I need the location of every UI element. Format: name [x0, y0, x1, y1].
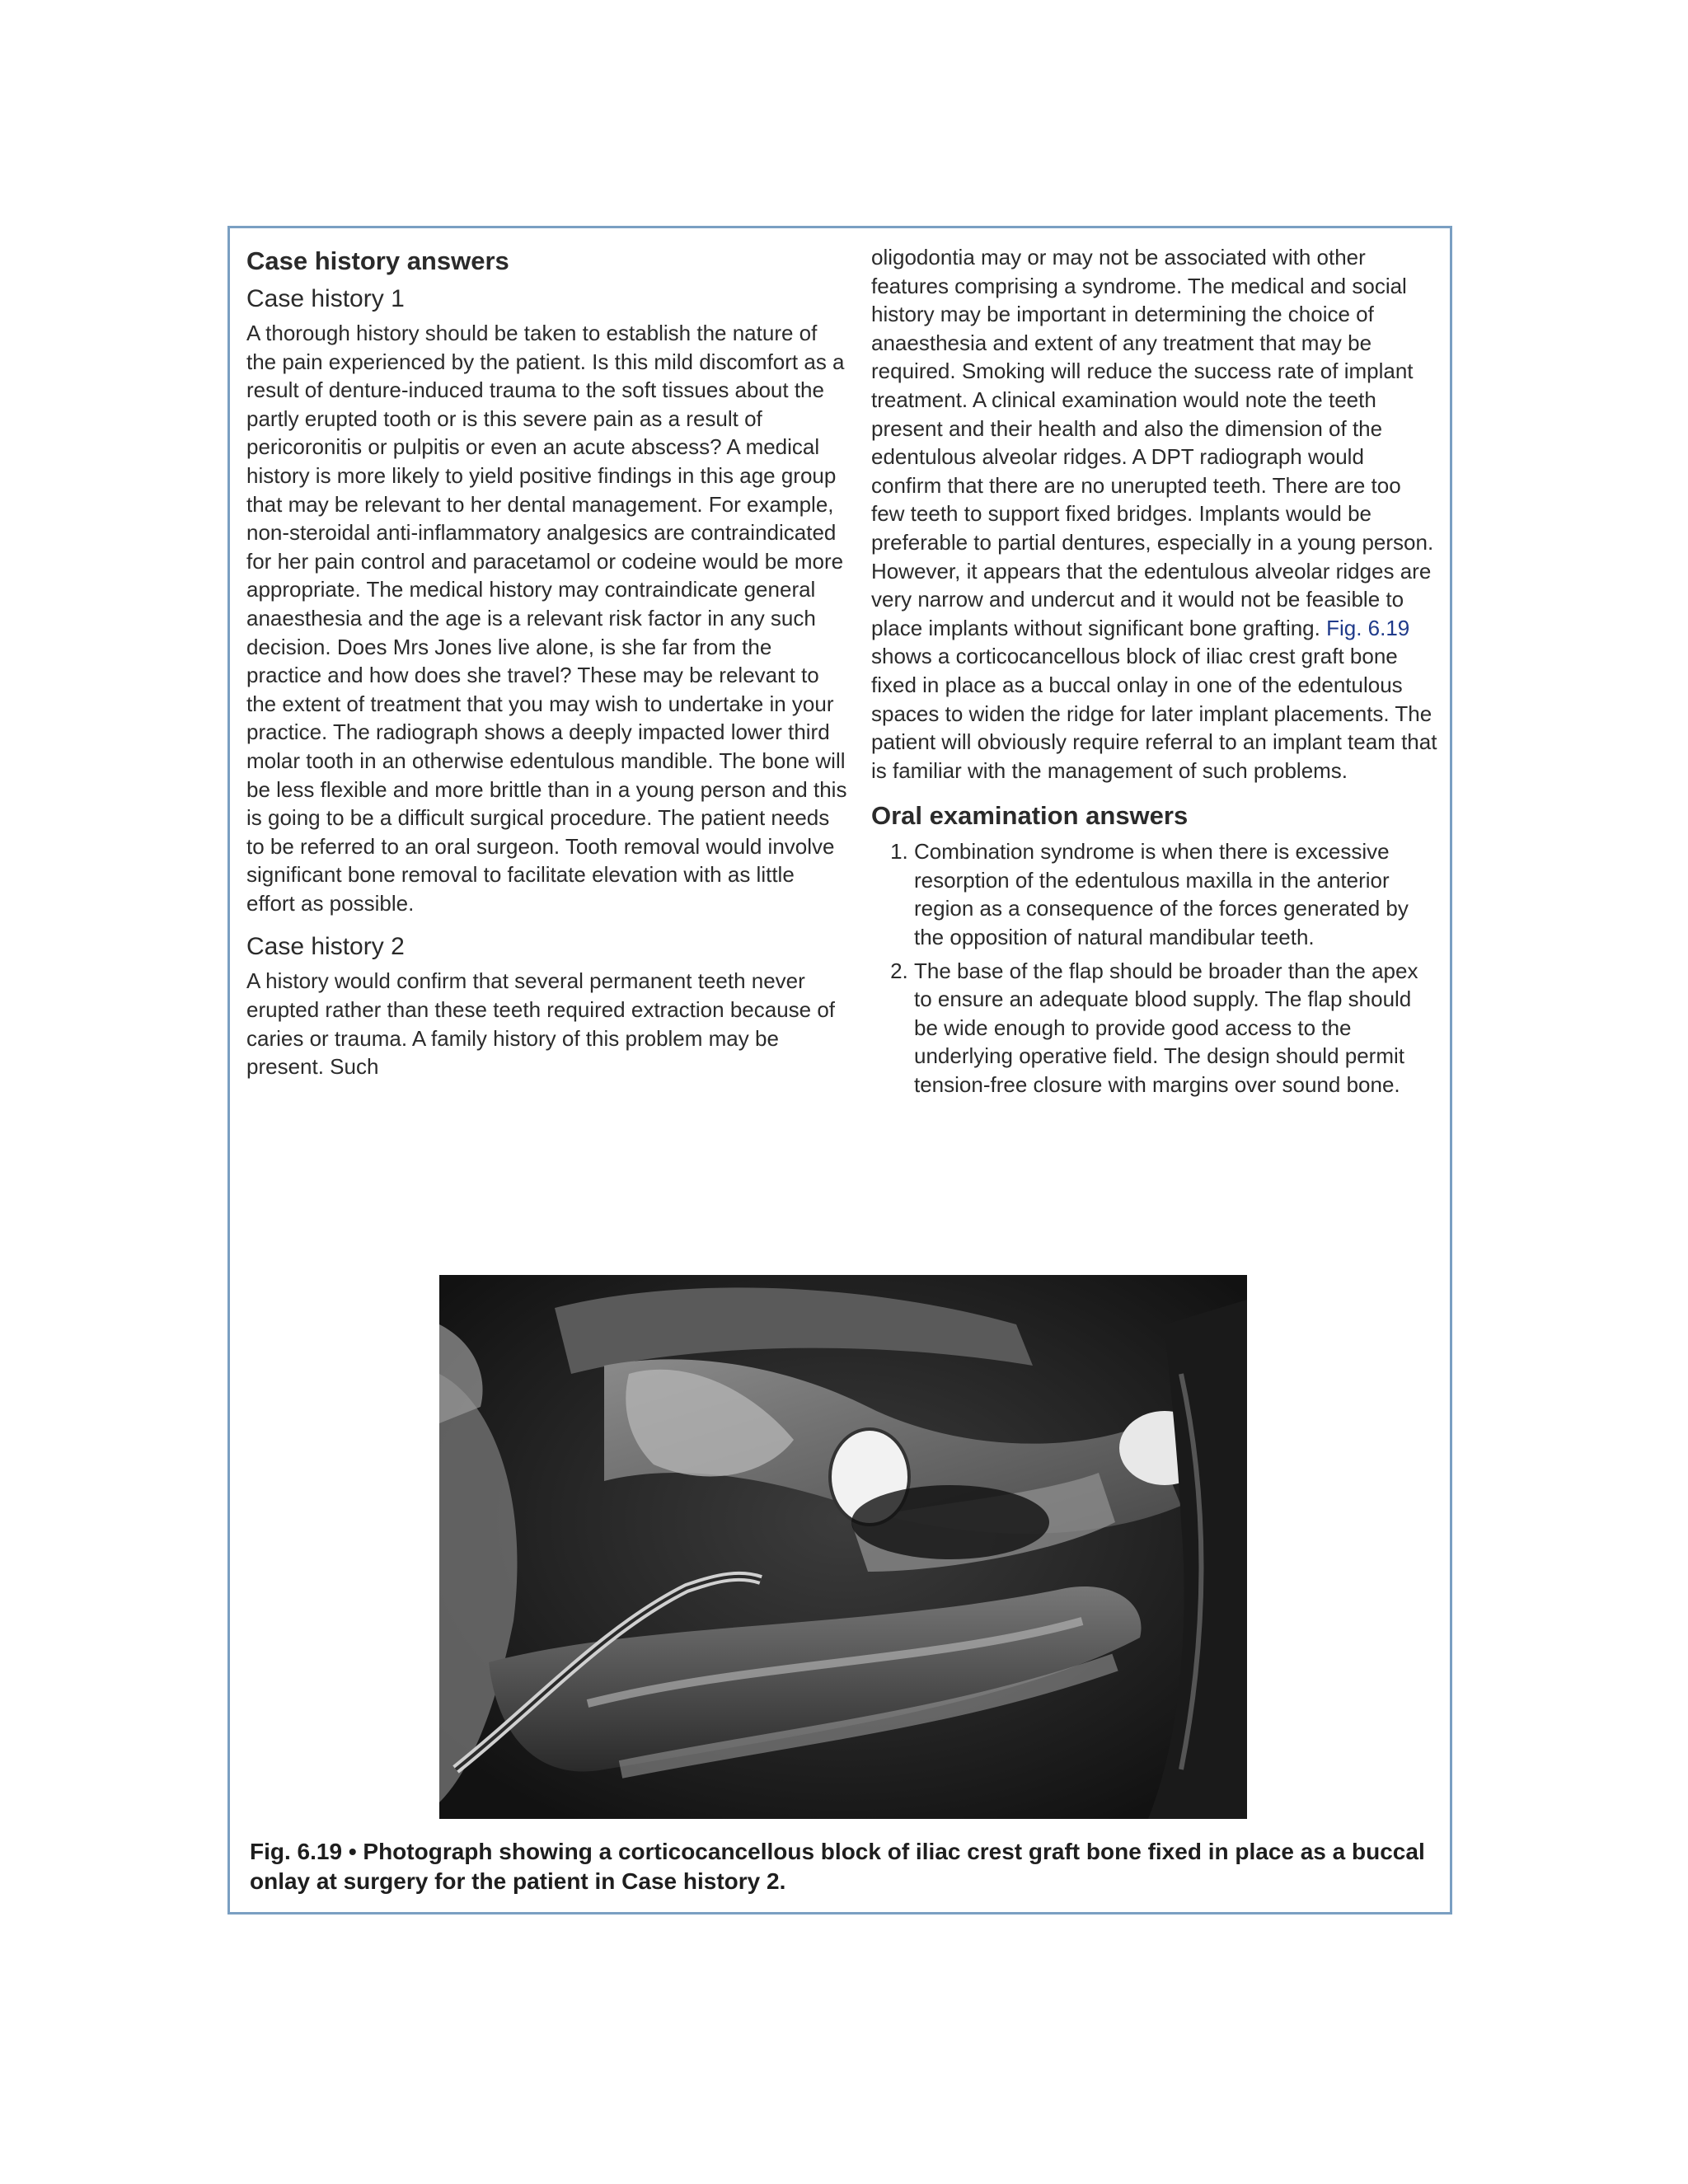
oral-answer-2: 2. The base of the flap should be broader than the apex to ensure an adequate blood supply. The flap should be wide enough to provide good access to the underlying operative field. The design should permit tension-free closure with margins over sound bone. — [914, 957, 1440, 1099]
surgery-photograph — [439, 1275, 1247, 1819]
subheading-case-history-2: Case history 2 — [246, 933, 405, 961]
case-history-2-text-after-link: shows a corticocancellous block of iliac crest graft bone fixed in place as a buccal onlay in one of the edentulous spaces to widen the ridge for later implant placements. The patient will obviously require referral to an implant team that is familiar with the management of such problems. — [871, 644, 1437, 783]
right-column — [871, 243, 1440, 1104]
answers-panel — [227, 226, 1452, 1915]
case-history-1-answer: A thorough history should be taken to establish the nature of the pain experienced by the patient. Is this mild discomfort as a result of denture-induced trauma to the soft tissues about the partly erupted tooth or is this severe pain as a result of pericoronitis or pulpitis or even an acute abscess? A medical history is more likely to yield positive findings in this age group that may be relevant to her dental management. For example, non-steroidal anti-inflammatory analgesics are contraindicated for her pain control and paracetamol or codeine would be more appropriate. The medical history may contraindicate general anaesthesia and the age is a relevant risk factor in any such decision. Does Mrs Jones live alone, is she far from the practice and how does she travel? These may be relevant to the extent of treatment that you may wish to undertake in your practice. The radiograph shows a deeply impacted lower third molar tooth in an otherwise edentulous mandible. The bone will be less flexible and more brittle than in a young person and this is going to be a difficult surgical procedure. The patient needs to be referred to an oral surgeon. Tooth removal would involve significant bone removal to facilitate elevation with as little effort as possible. — [246, 321, 847, 916]
subheading-case-history-1: Case history 1 — [246, 285, 405, 312]
section-heading-case-history-answers: Case history answers — [246, 246, 509, 275]
section-heading-oral-examination-answers: Oral examination answers — [871, 801, 1189, 831]
oral-answers-list — [871, 837, 1440, 1099]
figure-caption: Fig. 6.19 • Photograph showing a corticocancellous block of iliac crest graft bone fixed in place as a buccal onlay at surgery for the patient in Case history 2. — [250, 1839, 1425, 1894]
figure-6-19-link[interactable]: Fig. 6.19 — [1326, 615, 1410, 640]
case-history-2-text-before-link: oligodontia may or may not be associated with other features comprising a syndrome. The medical and social history may be important in determining the choice of anaesthesia and extent of any treatment that may be required. Smoking will reduce the success rate of implant treatment. A clinical examination would note the teeth present and their health and also the dimension of the edentulous alveolar ridges. A DPT radiograph would confirm that there are no unerupted teeth. There are too few teeth to support fixed bridges. Implants would be preferable to partial dentures, especially in a young person. However, it appears that the edentulous alveolar ridges are very narrow and undercut and it would not be feasible to place implants without significant bone grafting. — [871, 245, 1434, 640]
oral-answer-1: 1. Combination syndrome is when there is excessive resorption of the edentulous maxilla in the anterior region as a consequence of the forces generated by the opposition of natural mandibular teeth. — [914, 837, 1440, 951]
case-history-2-answer-start: A history would confirm that several permanent teeth never erupted rather than these teeth required extraction because of caries or trauma. A family history of this problem may be present. Such — [246, 968, 836, 1080]
surgery-photograph-illustration — [439, 1275, 1247, 1819]
case-history-2-answer-continued — [871, 243, 1440, 785]
left-column — [246, 245, 848, 1081]
